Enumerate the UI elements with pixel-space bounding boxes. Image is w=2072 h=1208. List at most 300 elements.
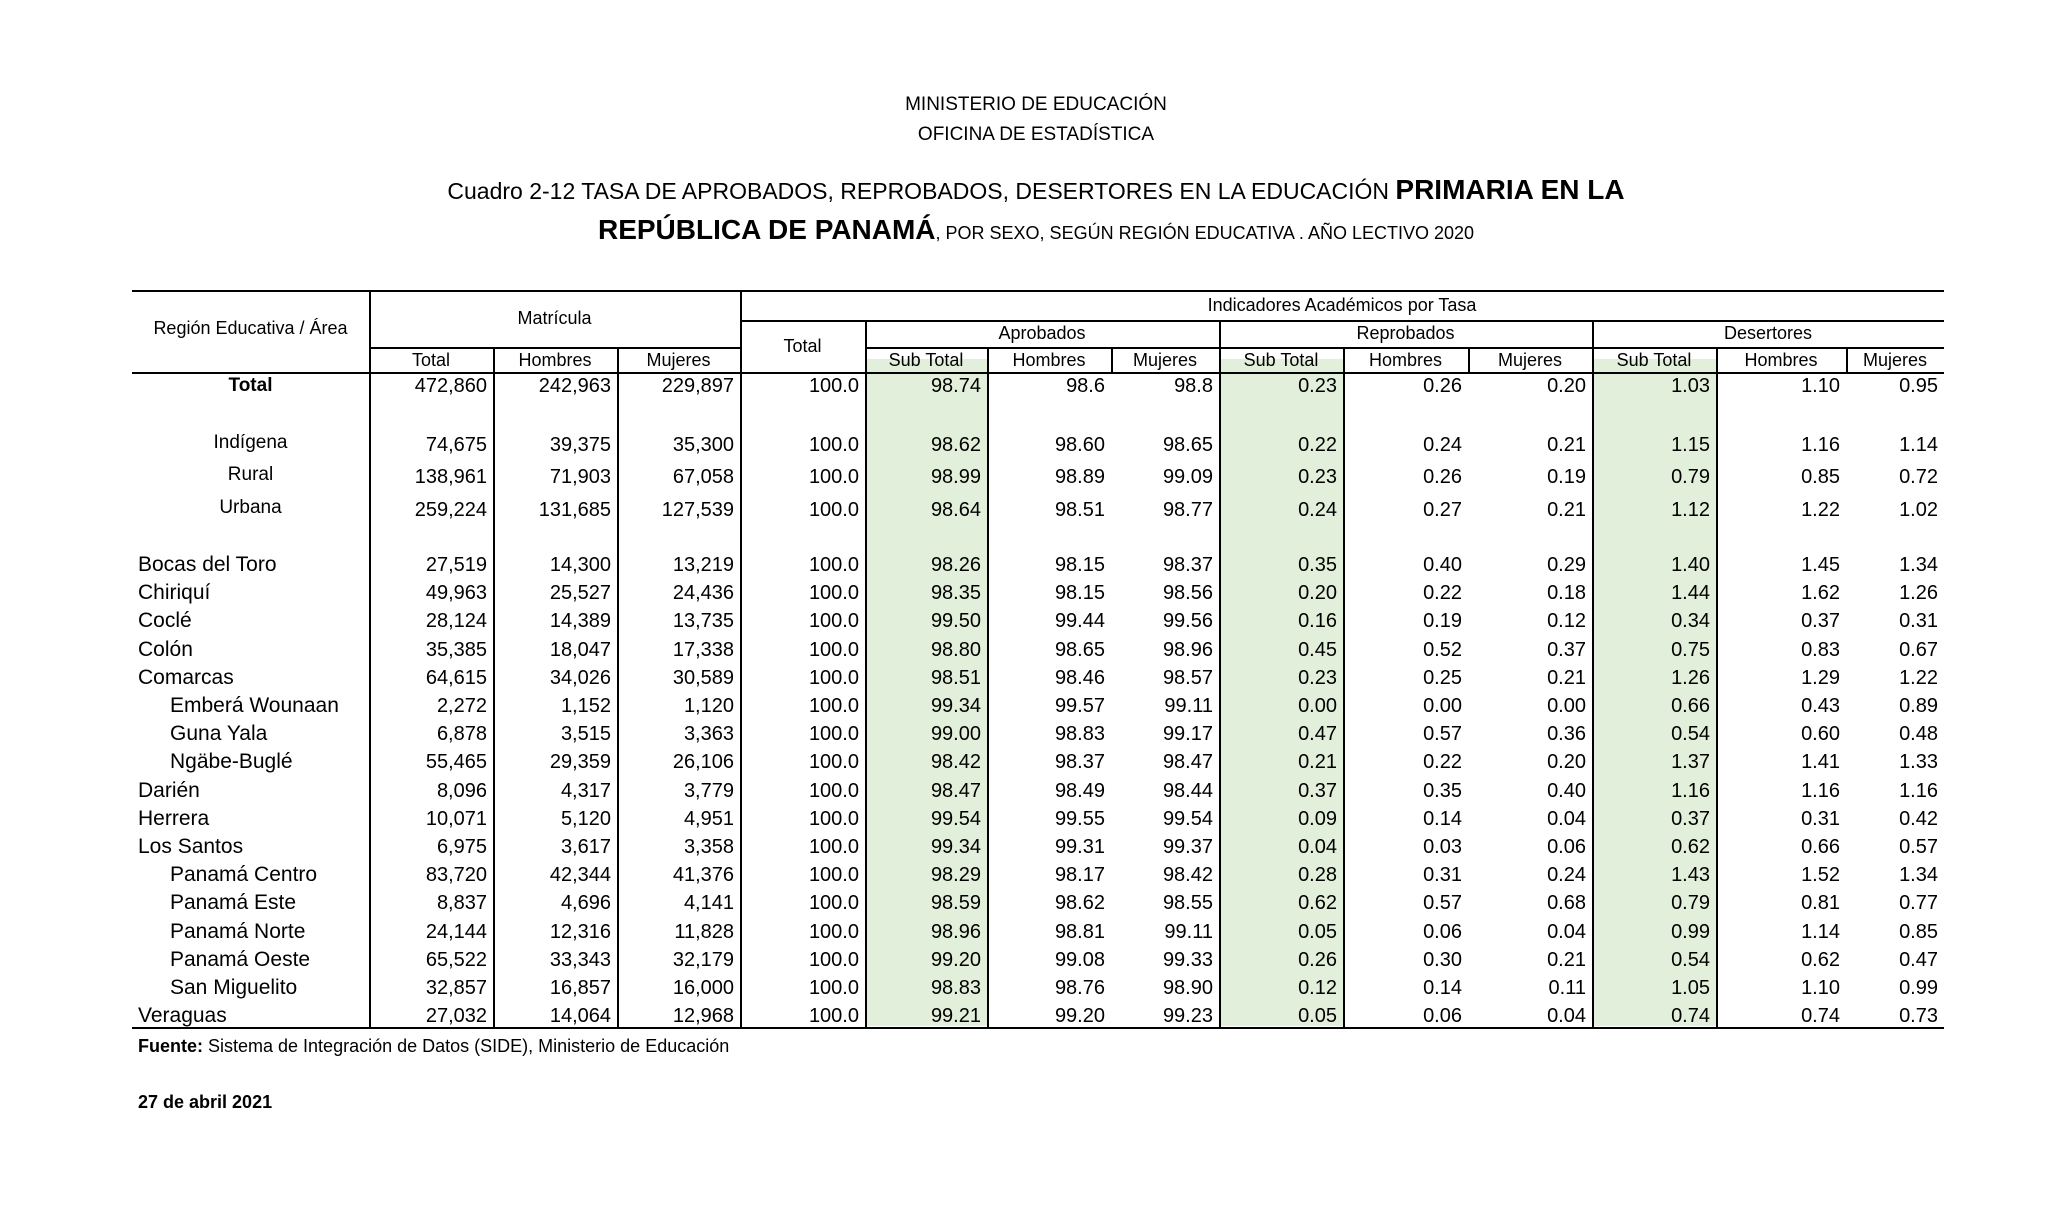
- cell-rep-hombres: 0.22: [1423, 582, 1462, 604]
- header-rep-mujeres: Mujeres: [1497, 350, 1563, 370]
- cell-total: 100.0: [808, 554, 859, 576]
- cell-rep-hombres: 0.57: [1423, 723, 1462, 745]
- cell-apr-subtotal: 98.59: [930, 892, 981, 914]
- cell-mat-hombres: 242,963: [538, 375, 611, 397]
- cell-des-hombres: 1.16: [1801, 434, 1840, 456]
- cell-mat-hombres: 12,316: [549, 921, 611, 943]
- cell-rep-mujeres: 0.21: [1547, 949, 1586, 971]
- cell-des-hombres: 1.29: [1801, 667, 1840, 689]
- row-label: Los Santos: [138, 835, 244, 858]
- cell-mat-total: 6,975: [436, 836, 487, 858]
- cell-mat-mujeres: 13,219: [672, 554, 734, 576]
- cell-apr-hombres: 98.76: [1054, 977, 1105, 999]
- cell-total: 100.0: [808, 667, 859, 689]
- cell-apr-mujeres: 98.42: [1162, 864, 1213, 886]
- cell-apr-mujeres: 98.77: [1162, 499, 1213, 521]
- cell-rep-subtotal: 0.09: [1298, 808, 1337, 830]
- cell-des-subtotal: 0.79: [1671, 466, 1710, 488]
- cell-des-hombres: 0.60: [1801, 723, 1840, 745]
- cell-mat-total: 55,465: [425, 751, 487, 773]
- cell-des-hombres: 0.83: [1801, 639, 1840, 661]
- cell-total: 100.0: [808, 892, 859, 914]
- cell-apr-hombres: 98.83: [1054, 723, 1105, 745]
- cell-mat-hombres: 25,527: [549, 582, 611, 604]
- cell-apr-subtotal: 99.54: [930, 808, 981, 830]
- row-label: Coclé: [138, 609, 192, 632]
- row-label: Guna Yala: [170, 722, 268, 745]
- cell-des-mujeres: 1.02: [1899, 499, 1938, 521]
- source-note: [138, 1036, 729, 1057]
- cell-mat-total: 8,837: [436, 892, 487, 914]
- cell-des-subtotal: 1.43: [1671, 864, 1710, 886]
- cell-rep-subtotal: 0.04: [1298, 836, 1337, 858]
- cell-des-hombres: 1.52: [1801, 864, 1840, 886]
- ministry-name: MINISTERIO DE EDUCACIÓN: [905, 94, 1167, 115]
- cell-mat-hombres: 14,300: [549, 554, 611, 576]
- cell-apr-hombres: 99.57: [1054, 695, 1105, 717]
- cell-des-mujeres: 1.34: [1899, 864, 1938, 886]
- cell-des-hombres: 0.37: [1801, 610, 1840, 632]
- cell-total: 100.0: [808, 466, 859, 488]
- cell-apr-subtotal: 98.26: [930, 554, 981, 576]
- cell-des-subtotal: 0.54: [1671, 949, 1710, 971]
- cell-rep-hombres: 0.00: [1423, 695, 1462, 717]
- cell-mat-mujeres: 17,338: [672, 639, 734, 661]
- cell-rep-mujeres: 0.29: [1547, 554, 1586, 576]
- cell-mat-hombres: 4,696: [560, 892, 611, 914]
- cell-des-subtotal: 1.26: [1671, 667, 1710, 689]
- title-subtext: , POR SEXO, SEGÚN REGIÓN EDUCATIVA . AÑO LECTIVO 2020: [935, 223, 1475, 243]
- cell-total: 100.0: [808, 499, 859, 521]
- cell-mat-mujeres: 4,951: [683, 808, 734, 830]
- cell-des-mujeres: 0.85: [1899, 921, 1938, 943]
- header-rep-subtotal: Sub Total: [1243, 350, 1319, 370]
- cell-mat-mujeres: 41,376: [672, 864, 734, 886]
- cell-mat-mujeres: 229,897: [661, 375, 734, 397]
- row-label: Rural: [227, 464, 274, 485]
- header-mat-mujeres: Mujeres: [646, 350, 711, 370]
- cell-des-hombres: 0.81: [1801, 892, 1840, 914]
- cell-mat-total: 74,675: [425, 434, 487, 456]
- cell-apr-hombres: 98.62: [1054, 892, 1105, 914]
- row-label: San Miguelito: [170, 976, 298, 999]
- cell-rep-hombres: 0.27: [1423, 499, 1462, 521]
- cell-rep-subtotal: 0.23: [1298, 375, 1337, 397]
- cell-mat-mujeres: 11,828: [674, 921, 734, 943]
- cell-apr-mujeres: 99.54: [1162, 808, 1213, 830]
- header-region: Región Educativa / Área: [153, 318, 348, 338]
- cell-mat-mujeres: 1,120: [683, 695, 734, 717]
- cell-apr-subtotal: 99.20: [930, 949, 981, 971]
- cell-rep-hombres: 0.31: [1423, 864, 1462, 886]
- cell-des-mujeres: 1.16: [1899, 780, 1938, 802]
- table-title-line-2: [0, 214, 2072, 246]
- cell-mat-mujeres: 3,779: [683, 780, 734, 802]
- cell-rep-hombres: 0.14: [1423, 977, 1462, 999]
- header-aprobados: Aprobados: [998, 323, 1086, 343]
- title-text: Cuadro 2-12 TASA DE APROBADOS, REPROBADOS, DESERTORES EN LA EDUCACIÓN: [447, 178, 1396, 204]
- cell-des-subtotal: 1.03: [1671, 375, 1710, 397]
- cell-rep-subtotal: 0.05: [1298, 921, 1337, 943]
- cell-mat-hombres: 33,343: [549, 949, 611, 971]
- cell-mat-total: 27,519: [425, 554, 487, 576]
- cell-rep-subtotal: 0.45: [1298, 639, 1337, 661]
- cell-mat-total: 2,272: [436, 695, 487, 717]
- cell-rep-hombres: 0.06: [1423, 921, 1462, 943]
- cell-rep-mujeres: 0.19: [1547, 466, 1586, 488]
- cell-mat-total: 259,224: [414, 499, 487, 521]
- cell-apr-mujeres: 98.44: [1162, 780, 1213, 802]
- cell-mat-mujeres: 13,735: [672, 610, 734, 632]
- cell-apr-mujeres: 98.55: [1162, 892, 1213, 914]
- cell-des-subtotal: 1.15: [1671, 434, 1710, 456]
- cell-des-subtotal: 1.44: [1671, 582, 1710, 604]
- header-des-hombres: Hombres: [1744, 350, 1818, 370]
- cell-total: 100.0: [808, 582, 859, 604]
- cell-mat-mujeres: 16,000: [672, 977, 734, 999]
- office-name: OFICINA DE ESTADÍSTICA: [917, 124, 1155, 145]
- cell-rep-subtotal: 0.23: [1298, 667, 1337, 689]
- row-label: Chiriquí: [138, 581, 211, 604]
- row-label: Colón: [138, 638, 193, 661]
- cell-rep-subtotal: 0.21: [1298, 751, 1337, 773]
- header-indicadores: Indicadores Académicos por Tasa: [1207, 295, 1477, 315]
- title-bold-text: PRIMARIA EN LA: [1395, 174, 1625, 205]
- cell-rep-hombres: 0.26: [1423, 375, 1462, 397]
- header-reprobados: Reprobados: [1356, 323, 1455, 343]
- cell-rep-mujeres: 0.21: [1547, 434, 1586, 456]
- cell-mat-mujeres: 35,300: [672, 434, 734, 456]
- cell-apr-hombres: 98.6: [1066, 375, 1105, 397]
- cell-apr-subtotal: 98.62: [930, 434, 981, 456]
- cell-mat-total: 35,385: [425, 639, 487, 661]
- cell-apr-subtotal: 99.21: [930, 1005, 981, 1027]
- cell-des-mujeres: 0.31: [1899, 610, 1938, 632]
- cell-mat-mujeres: 26,106: [672, 751, 734, 773]
- cell-des-mujeres: 0.89: [1899, 695, 1938, 717]
- cell-des-subtotal: 0.66: [1671, 695, 1710, 717]
- cell-rep-mujeres: 0.04: [1547, 921, 1586, 943]
- cell-apr-subtotal: 98.64: [930, 499, 981, 521]
- cell-des-hombres: 0.62: [1801, 949, 1840, 971]
- cell-des-hombres: 1.45: [1801, 554, 1840, 576]
- cell-total: 100.0: [808, 977, 859, 999]
- cell-apr-subtotal: 98.83: [930, 977, 981, 999]
- header-apr-mujeres: Mujeres: [1132, 350, 1198, 370]
- header-mat-hombres: Hombres: [518, 350, 592, 370]
- cell-des-subtotal: 0.54: [1671, 723, 1710, 745]
- cell-apr-mujeres: 99.23: [1162, 1005, 1213, 1027]
- cell-rep-subtotal: 0.28: [1298, 864, 1337, 886]
- cell-apr-mujeres: 99.11: [1164, 695, 1213, 717]
- cell-mat-hombres: 16,857: [549, 977, 611, 999]
- cell-apr-hombres: 99.44: [1054, 610, 1105, 632]
- source-text: Sistema de Integración de Datos (SIDE), Ministerio de Educación: [203, 1036, 730, 1056]
- cell-rep-hombres: 0.19: [1423, 610, 1462, 632]
- cell-rep-mujeres: 0.40: [1547, 780, 1586, 802]
- cell-rep-hombres: 0.35: [1423, 780, 1462, 802]
- cell-mat-hombres: 131,685: [538, 499, 611, 521]
- source-label: Fuente:: [138, 1036, 203, 1056]
- cell-des-subtotal: 0.62: [1671, 836, 1710, 858]
- cell-des-subtotal: 0.99: [1671, 921, 1710, 943]
- header-desertores: Desertores: [1723, 323, 1813, 343]
- row-label: Panamá Norte: [170, 920, 306, 943]
- cell-mat-total: 6,878: [436, 723, 487, 745]
- cell-mat-total: 138,961: [414, 466, 487, 488]
- cell-des-hombres: 0.31: [1801, 808, 1840, 830]
- cell-apr-hombres: 98.49: [1054, 780, 1105, 802]
- cell-des-hombres: 1.62: [1801, 582, 1840, 604]
- cell-rep-subtotal: 0.26: [1298, 949, 1337, 971]
- cell-des-hombres: 1.22: [1801, 499, 1840, 521]
- cell-rep-mujeres: 0.24: [1547, 864, 1586, 886]
- cell-total: 100.0: [808, 434, 859, 456]
- cell-mat-hombres: 29,359: [549, 751, 611, 773]
- cell-mat-mujeres: 12,968: [672, 1005, 734, 1027]
- cell-des-mujeres: 0.73: [1899, 1005, 1938, 1027]
- cell-apr-subtotal: 99.34: [930, 695, 981, 717]
- cell-apr-mujeres: 98.37: [1162, 554, 1213, 576]
- cell-total: 100.0: [808, 751, 859, 773]
- cell-apr-hombres: 99.31: [1054, 836, 1105, 858]
- cell-apr-subtotal: 98.47: [930, 780, 981, 802]
- cell-mat-total: 28,124: [425, 610, 487, 632]
- cell-des-mujeres: 1.26: [1899, 582, 1938, 604]
- cell-des-hombres: 1.16: [1801, 780, 1840, 802]
- cell-mat-hombres: 39,375: [549, 434, 611, 456]
- cell-total: 100.0: [808, 864, 859, 886]
- cell-rep-hombres: 0.57: [1423, 892, 1462, 914]
- cell-rep-subtotal: 0.24: [1298, 499, 1337, 521]
- cell-des-mujeres: 0.47: [1899, 949, 1938, 971]
- cell-des-mujeres: 0.57: [1899, 836, 1938, 858]
- row-label: Urbana: [219, 497, 282, 518]
- cell-des-hombres: 1.41: [1801, 751, 1840, 773]
- header-apr-subtotal: Sub Total: [888, 350, 964, 370]
- cell-apr-hombres: 98.17: [1054, 864, 1105, 886]
- cell-des-mujeres: 1.34: [1899, 554, 1938, 576]
- cell-des-subtotal: 1.40: [1671, 554, 1710, 576]
- cell-mat-hombres: 71,903: [549, 466, 611, 488]
- cell-apr-subtotal: 98.99: [930, 466, 981, 488]
- row-label: Darién: [138, 779, 200, 802]
- cell-des-hombres: 1.10: [1801, 977, 1840, 999]
- cell-apr-mujeres: 98.56: [1162, 582, 1213, 604]
- cell-apr-mujeres: 98.90: [1162, 977, 1213, 999]
- row-label: Comarcas: [138, 666, 234, 689]
- cell-apr-subtotal: 98.29: [930, 864, 981, 886]
- cell-rep-hombres: 0.25: [1423, 667, 1462, 689]
- header-rep-hombres: Hombres: [1368, 350, 1443, 370]
- cell-total: 100.0: [808, 639, 859, 661]
- cell-mat-total: 83,720: [425, 864, 487, 886]
- cell-apr-hombres: 98.15: [1054, 554, 1105, 576]
- row-label: Total: [228, 375, 273, 396]
- cell-des-hombres: 1.14: [1801, 921, 1840, 943]
- header-matricula: Matrícula: [517, 308, 592, 328]
- header-des-subtotal: Sub Total: [1616, 350, 1692, 370]
- cell-apr-mujeres: 98.57: [1162, 667, 1213, 689]
- row-label: Veraguas: [138, 1004, 227, 1027]
- cell-total: 100.0: [808, 695, 859, 717]
- cell-rep-subtotal: 0.16: [1298, 610, 1337, 632]
- cell-des-subtotal: 1.12: [1671, 499, 1710, 521]
- header-mat-total: Total: [411, 350, 451, 370]
- cell-des-subtotal: 0.74: [1671, 1005, 1710, 1027]
- cell-rep-mujeres: 0.20: [1547, 375, 1586, 397]
- cell-apr-subtotal: 98.80: [930, 639, 981, 661]
- cell-rep-mujeres: 0.20: [1547, 751, 1586, 773]
- cell-rep-mujeres: 0.00: [1547, 695, 1586, 717]
- cell-mat-mujeres: 24,436: [672, 582, 734, 604]
- cell-des-mujeres: 0.95: [1899, 375, 1938, 397]
- cell-mat-total: 27,032: [425, 1005, 487, 1027]
- cell-mat-hombres: 5,120: [560, 808, 611, 830]
- cell-rep-mujeres: 0.18: [1547, 582, 1586, 604]
- cell-rep-subtotal: 0.22: [1298, 434, 1337, 456]
- cell-mat-mujeres: 67,058: [672, 466, 734, 488]
- cell-apr-hombres: 98.15: [1054, 582, 1105, 604]
- row-label: Panamá Oeste: [170, 948, 311, 971]
- cell-des-subtotal: 0.75: [1671, 639, 1710, 661]
- cell-total: 100.0: [808, 610, 859, 632]
- cell-mat-mujeres: 4,141: [683, 892, 734, 914]
- cell-apr-mujeres: 98.96: [1162, 639, 1213, 661]
- cell-mat-hombres: 14,389: [549, 610, 611, 632]
- cell-apr-hombres: 98.51: [1054, 499, 1105, 521]
- cell-des-subtotal: 1.37: [1671, 751, 1710, 773]
- cell-mat-hombres: 42,344: [549, 864, 611, 886]
- cell-apr-subtotal: 99.00: [930, 723, 981, 745]
- cell-mat-mujeres: 127,539: [661, 499, 734, 521]
- cell-des-subtotal: 0.34: [1671, 610, 1710, 632]
- cell-des-hombres: 0.85: [1801, 466, 1840, 488]
- cell-rep-subtotal: 0.62: [1298, 892, 1337, 914]
- cell-apr-mujeres: 99.37: [1162, 836, 1213, 858]
- cell-total: 100.0: [808, 723, 859, 745]
- cell-mat-hombres: 18,047: [549, 639, 611, 661]
- cell-rep-subtotal: 0.20: [1298, 582, 1337, 604]
- cell-mat-total: 65,522: [425, 949, 487, 971]
- cell-apr-mujeres: 99.56: [1162, 610, 1213, 632]
- cell-rep-mujeres: 0.06: [1547, 836, 1586, 858]
- cell-des-mujeres: 0.77: [1899, 892, 1938, 914]
- cell-mat-hombres: 3,617: [560, 836, 611, 858]
- cell-mat-hombres: 3,515: [560, 723, 611, 745]
- cell-rep-hombres: 0.03: [1423, 836, 1462, 858]
- cell-mat-mujeres: 3,363: [683, 723, 734, 745]
- cell-apr-subtotal: 98.96: [930, 921, 981, 943]
- cell-apr-mujeres: 98.8: [1174, 375, 1213, 397]
- cell-des-mujeres: 0.48: [1899, 723, 1938, 745]
- cell-mat-hombres: 1,152: [560, 695, 611, 717]
- cell-apr-subtotal: 99.50: [930, 610, 981, 632]
- cell-apr-hombres: 98.89: [1054, 466, 1105, 488]
- publication-date: 27 de abril 2021: [138, 1092, 273, 1112]
- cell-des-hombres: 0.74: [1801, 1005, 1840, 1027]
- cell-apr-subtotal: 98.35: [930, 582, 981, 604]
- cell-rep-hombres: 0.26: [1423, 466, 1462, 488]
- cell-apr-mujeres: 99.09: [1162, 466, 1213, 488]
- cell-rep-subtotal: 0.12: [1298, 977, 1337, 999]
- row-label: Emberá Wounaan: [170, 694, 339, 717]
- cell-rep-mujeres: 0.11: [1548, 977, 1586, 999]
- header-total: Total: [783, 336, 822, 356]
- cell-des-hombres: 0.66: [1801, 836, 1840, 858]
- cell-rep-hombres: 0.14: [1423, 808, 1462, 830]
- cell-rep-hombres: 0.52: [1423, 639, 1462, 661]
- header-apr-hombres: Hombres: [1012, 350, 1086, 370]
- cell-apr-hombres: 99.08: [1054, 949, 1105, 971]
- cell-mat-total: 49,963: [425, 582, 487, 604]
- cell-apr-hombres: 98.37: [1054, 751, 1105, 773]
- cell-mat-total: 10,071: [425, 808, 487, 830]
- cell-total: 100.0: [808, 836, 859, 858]
- cell-des-subtotal: 0.37: [1671, 808, 1710, 830]
- cell-rep-mujeres: 0.36: [1547, 723, 1586, 745]
- cell-rep-subtotal: 0.37: [1298, 780, 1337, 802]
- table-title-line-1: [0, 174, 2072, 206]
- cell-apr-mujeres: 98.47: [1162, 751, 1213, 773]
- cell-apr-mujeres: 99.11: [1164, 921, 1213, 943]
- cell-apr-hombres: 98.60: [1054, 434, 1105, 456]
- row-label: Bocas del Toro: [138, 553, 277, 576]
- cell-des-mujeres: 0.67: [1899, 639, 1938, 661]
- cell-apr-mujeres: 99.33: [1162, 949, 1213, 971]
- cell-mat-total: 8,096: [436, 780, 487, 802]
- cell-rep-subtotal: 0.35: [1298, 554, 1337, 576]
- cell-total: 100.0: [808, 949, 859, 971]
- cell-des-mujeres: 1.22: [1899, 667, 1938, 689]
- cell-rep-subtotal: 0.23: [1298, 466, 1337, 488]
- cell-apr-hombres: 99.20: [1054, 1005, 1105, 1027]
- cell-des-subtotal: 0.79: [1671, 892, 1710, 914]
- cell-apr-subtotal: 98.51: [930, 667, 981, 689]
- header-des-mujeres: Mujeres: [1862, 350, 1928, 370]
- row-label: Panamá Centro: [170, 863, 318, 886]
- cell-mat-hombres: 14,064: [549, 1005, 611, 1027]
- cell-total: 100.0: [808, 921, 859, 943]
- cell-total: 100.0: [808, 780, 859, 802]
- cell-apr-subtotal: 99.34: [930, 836, 981, 858]
- row-label: Ngäbe-Buglé: [170, 750, 293, 773]
- table-top-rule: [132, 290, 1944, 292]
- cell-des-mujeres: 1.33: [1899, 751, 1938, 773]
- cell-mat-total: 32,857: [425, 977, 487, 999]
- cell-total: 100.0: [808, 375, 859, 397]
- cell-total: 100.0: [808, 808, 859, 830]
- cell-des-mujeres: 0.99: [1899, 977, 1938, 999]
- cell-des-mujeres: 0.72: [1899, 466, 1938, 488]
- cell-mat-mujeres: 32,179: [672, 949, 734, 971]
- row-label: Indígena: [213, 432, 288, 453]
- row-label: Herrera: [138, 807, 210, 830]
- cell-rep-subtotal: 0.00: [1298, 695, 1337, 717]
- cell-mat-total: 64,615: [425, 667, 487, 689]
- cell-des-hombres: 1.10: [1801, 375, 1840, 397]
- cell-apr-subtotal: 98.74: [930, 375, 981, 397]
- cell-des-hombres: 0.43: [1801, 695, 1840, 717]
- cell-apr-mujeres: 98.65: [1162, 434, 1213, 456]
- cell-apr-hombres: 98.81: [1054, 921, 1105, 943]
- cell-mat-mujeres: 30,589: [672, 667, 734, 689]
- cell-des-mujeres: 1.14: [1899, 434, 1938, 456]
- cell-rep-mujeres: 0.37: [1547, 639, 1586, 661]
- cell-total: 100.0: [808, 1005, 859, 1027]
- cell-mat-total: 472,860: [414, 375, 487, 397]
- cell-apr-hombres: 98.46: [1054, 667, 1105, 689]
